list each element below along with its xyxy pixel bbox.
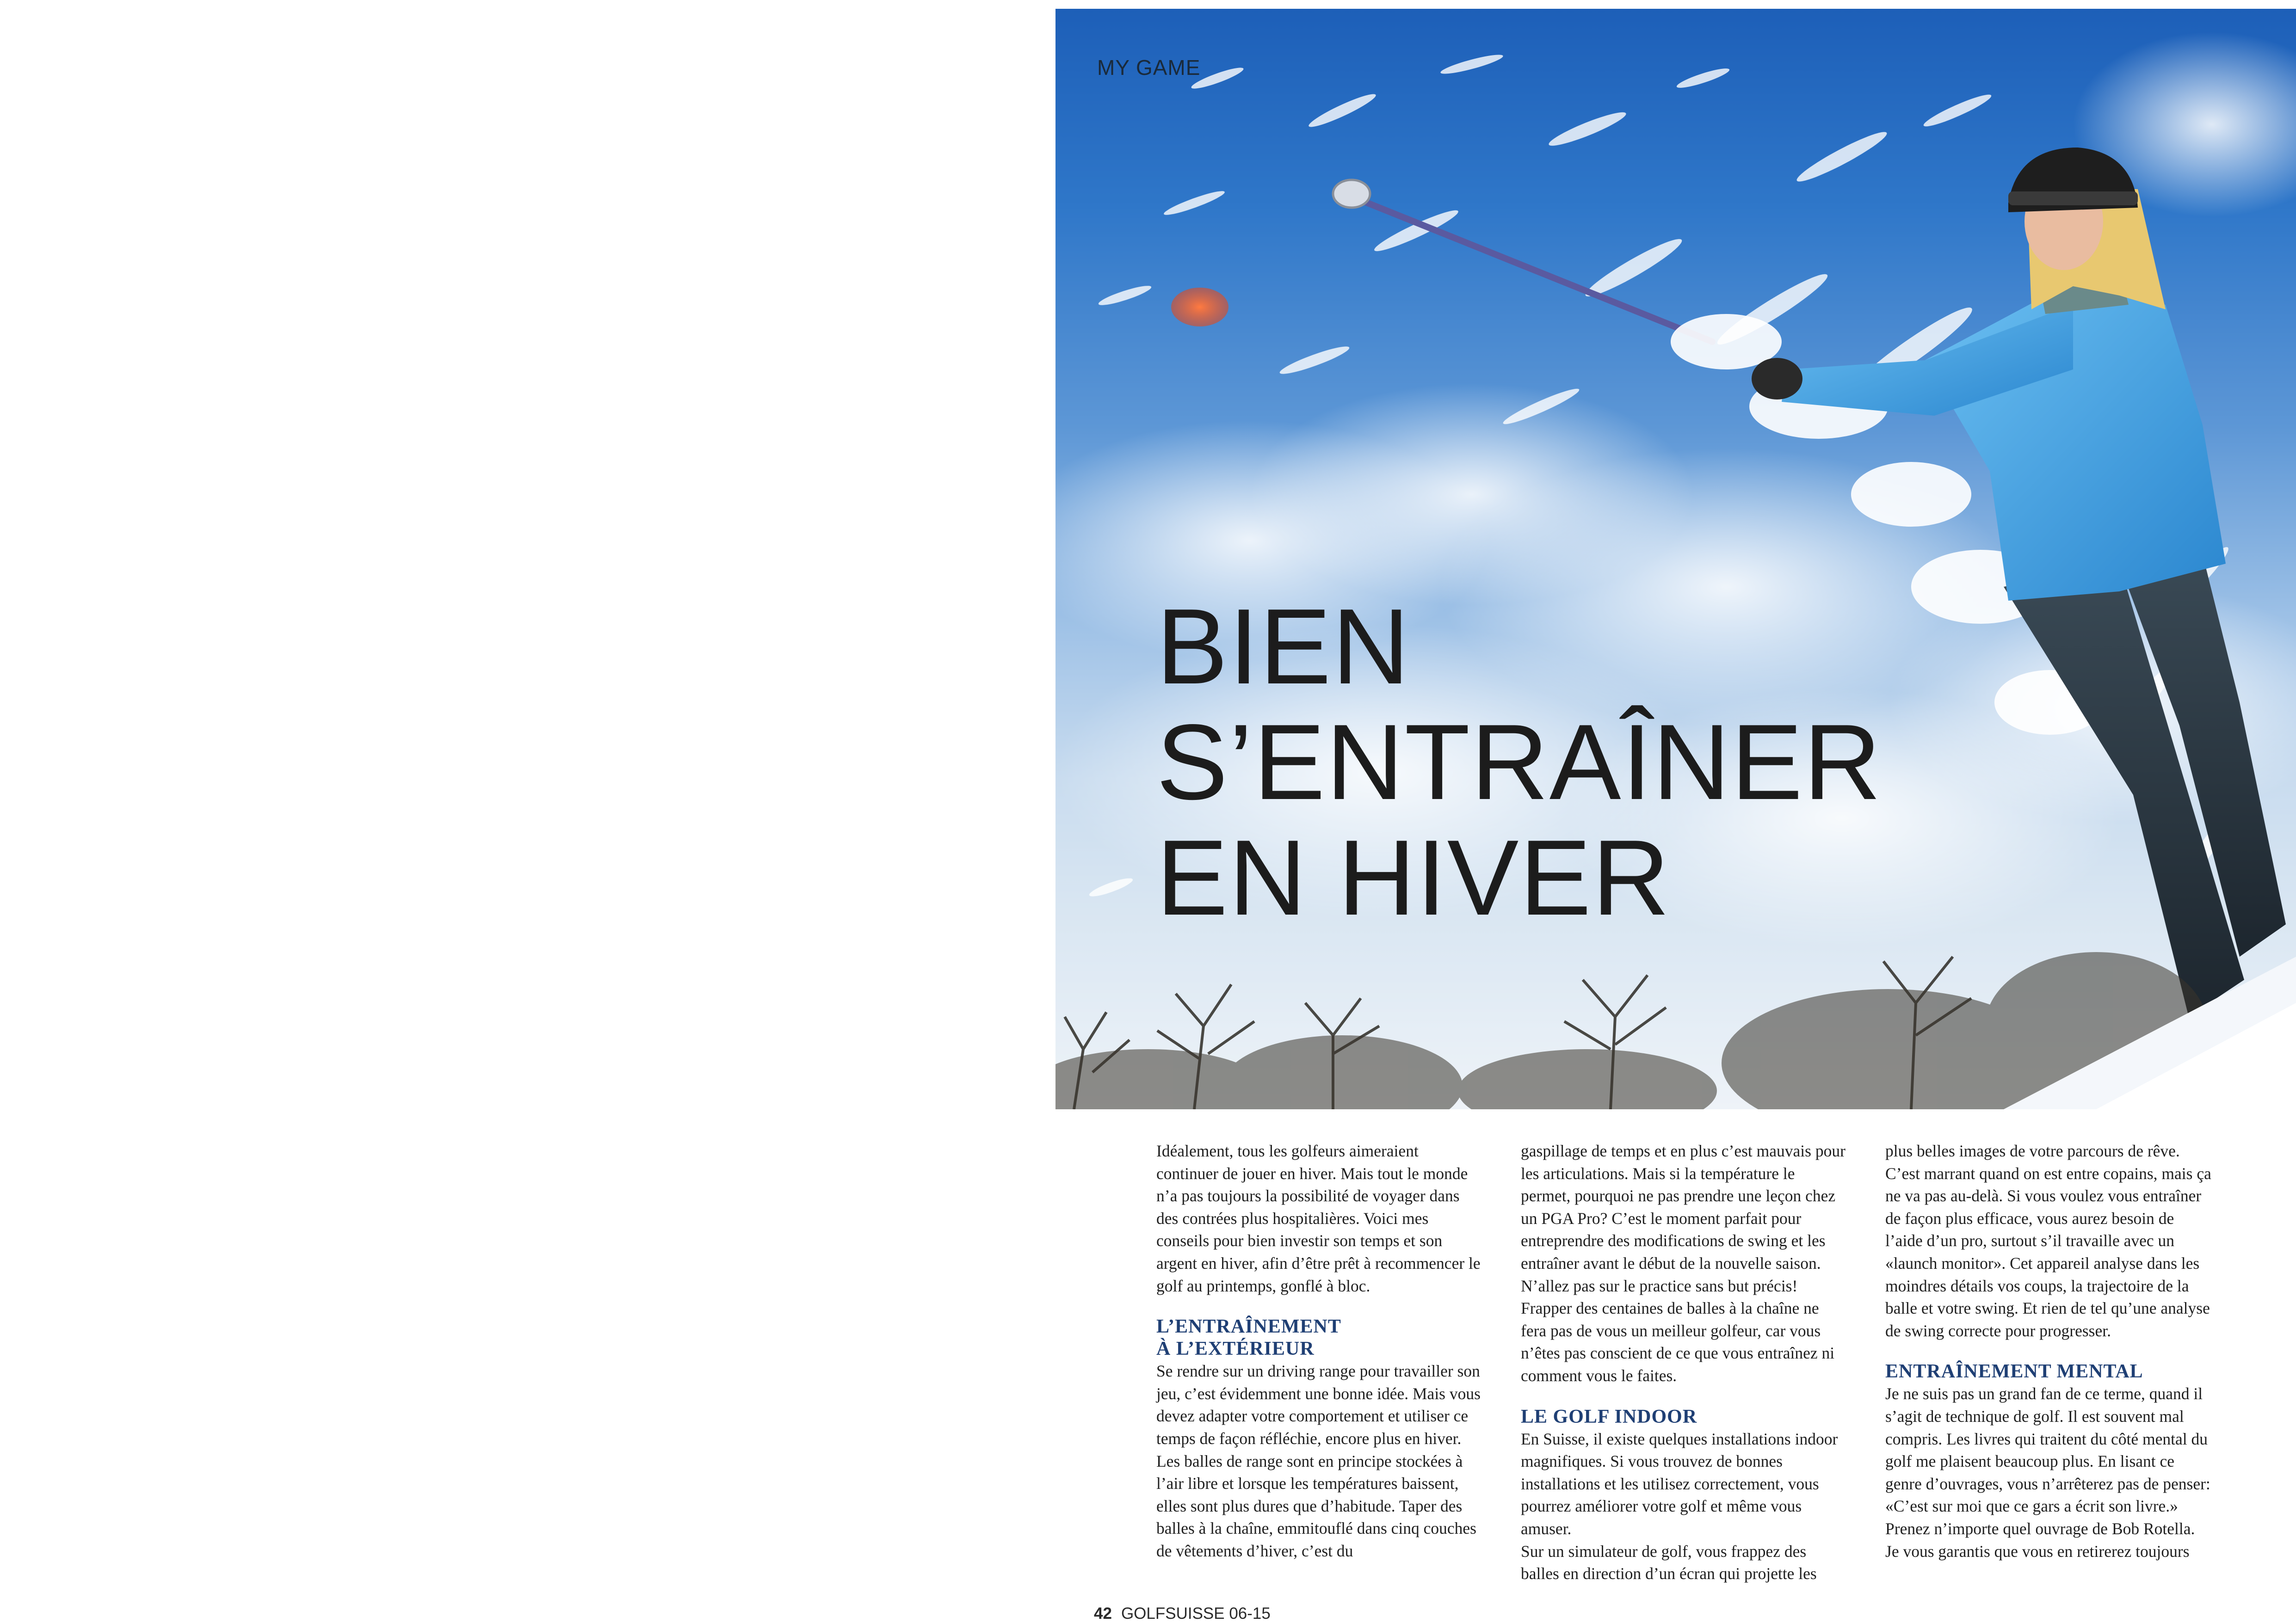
heading-outdoor-line-1: L’ENTRAÎNEMENT — [1156, 1316, 1341, 1338]
headline-line-3: EN HIVER — [1156, 818, 1671, 938]
indoor-paragraph-2: Sur un simulateur de golf, vous frappez des balles en direction d’un écran qui projette les — [1521, 1542, 1817, 1583]
heading-mental: ENTRAÎNEMENT MENTAL — [1885, 1361, 2143, 1383]
blank-left-page — [0, 0, 1055, 1623]
article-headline — [1156, 589, 1882, 936]
mental-paragraph: Je ne suis pas un grand fan de ce terme, quand il s’agit de technique de golf. Il est souvent mal compris. Les livres qui traitent du côté mental du golf me plaisent beaucoup plus. En lisant ce genre d’ouvrages, vous n’arrêterez pas de penser: «C’est sur moi que ce gars a écrit son livre.» Prenez n’importe quel ouvrage de Bob Rotella. Je vous garantis que vous en retirerez toujours — [1885, 1384, 2210, 1561]
heading-indoor: LE GOLF INDOOR — [1521, 1406, 1697, 1427]
article-body — [1156, 1140, 2216, 1584]
indoor-continued-paragraph: plus belles images de votre parcours de rêve. C’est marrant quand on est entre copains, mais ça ne va pas au-delà. Si vous voulez vous entraîner de façon plus efficace, vous aurez besoin de l’aide d’un pro, surtout s’il travaille avec un «launch monitor». Cet appareil analyse dans les moindres détails vos coups, la trajectoire de la balle et votre swing. Et rien de tel qu’une analyse de swing correcte pour progresser. — [1885, 1142, 2211, 1340]
text-column-2 — [1521, 1140, 1847, 1585]
text-column-1 — [1156, 1140, 1482, 1562]
intro-paragraph: Idéalement, tous les golfeurs aimeraient continuer de jouer en hiver. Mais tout le monde n’a pas toujours la possibilité de voyager dans des contrées plus hospitalières. Voici mes conseils pour bien investir son temps et son argent en hiver, afin d’être prêt à recommencer le golf au printemps, gonflé à bloc. — [1156, 1142, 1481, 1295]
headline-line-1: BIEN — [1156, 587, 1411, 707]
page-footer — [1094, 1605, 1271, 1623]
outdoor-continued-paragraph: gaspillage de temps et en plus c’est mauvais pour les articulations. Mais si la température le permet, pourquoi ne pas prendre une leçon chez un PGA Pro? C’est le moment parfait pour entreprendre des modifications de swing et les entraîner avant le début de la nouvelle saison. N’allez pas sur le practice sans but précis! Frapper des centaines de balles à la chaîne ne fera pas de vous un meilleur golfeur, car vous n’êtes pas conscient de ce que vous entraînez ni comment vous le faites. — [1521, 1142, 1845, 1385]
headline-line-2: S’ENTRAÎNER — [1156, 702, 1882, 822]
page-number: 42 — [1094, 1605, 1112, 1623]
heading-outdoor-line-2: À L’EXTÉRIEUR — [1156, 1338, 1315, 1360]
hero-photo — [1055, 9, 2296, 1109]
publication-name: GOLFSUISSE 06-15 — [1121, 1605, 1271, 1623]
text-column-3 — [1885, 1140, 2211, 1562]
outdoor-paragraph: Se rendre sur un driving range pour travailler son jeu, c’est évidemment une bonne idée. Mais vous devez adapter votre comportement et utiliser ce temps de façon réfléchie, encore plus en hiver. Les balles de range sont en principe stockées à l’air libre et lorsque les températures baissent, elles sont plus dures que d’habitude. Taper des balles à la chaîne, emmitouflé dans cinq couches de vêtements d’hiver, c’est du — [1156, 1362, 1481, 1560]
golfer-in-snow-illustration — [1055, 9, 2296, 1109]
indoor-paragraph: En Suisse, il existe quelques installations indoor magnifiques. Si vous trouvez de bonnes installations et les utilisez correctement, vous pourrez améliorer votre golf et même vous amuser. — [1521, 1429, 1838, 1538]
section-label: MY GAME — [1097, 55, 1201, 80]
golf-ball-icon — [1171, 288, 1228, 326]
